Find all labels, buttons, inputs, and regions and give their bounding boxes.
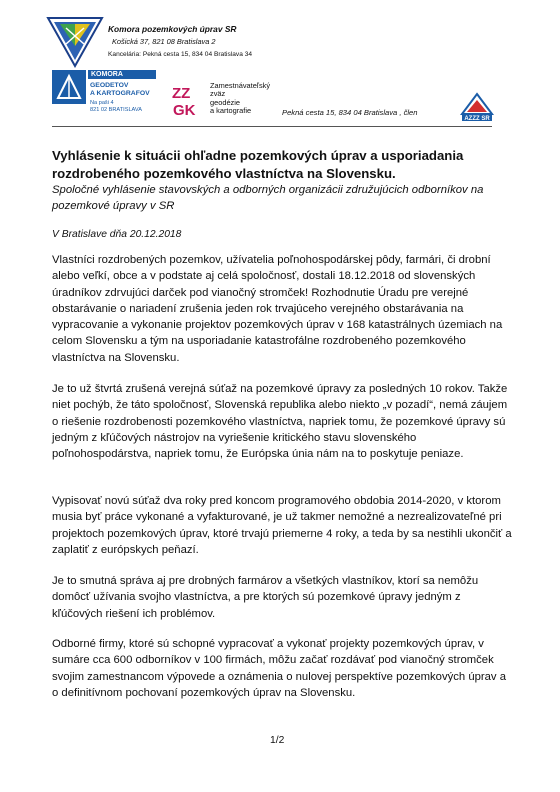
org-office: Kancelária: Pekná cesta 15, 834 04 Bratislava 34	[108, 51, 253, 58]
kgk-logo-addr1: Na paši 4	[90, 100, 114, 106]
zzgk-logo	[170, 82, 280, 118]
zzgk-line2: zväz	[210, 89, 226, 99]
zzgk-line3: geodézie	[210, 97, 240, 107]
kgk-emblem-icon	[52, 70, 86, 104]
document-subtitle: Spoločné vyhlásenie stavovských a odborných organizácii združujúcich odborníkov na pozemkové úpravy v SR	[52, 184, 484, 212]
dateline: V Bratislave dňa 20.12.2018	[52, 229, 182, 240]
zzgk-line4: a kartografie	[210, 106, 252, 116]
document-title: Vyhlásenie k situácii ohľadne pozemkových úprav a usporiadania rozdrobeného pozemkového vlastníctva na Slovensku.	[52, 148, 464, 181]
azzz-logo-text: AZZZ SR	[464, 116, 490, 122]
header-rule	[52, 126, 492, 127]
kgk-logo-addr2: 821 02 BRATISLAVA	[90, 107, 142, 113]
org-address: Košická 37, 821 08 Bratislava 2	[112, 37, 216, 46]
kgk-logo-line2: A KARTOGRAFOV	[90, 90, 150, 97]
paragraph: Odborné firmy, ktoré sú schopné vypracovať a vykonať projekty pozemkových úprav, v sumáre cca 600 odborníkov v 100 firmách, môžu začať rozdávať pod vianočný stromček svojim zamestnancom výpovede a oznámenia o nulovej perspektíve pozemkových úprav a o definitívnom pochovaní pozemkových úprav na Slovensku.	[52, 638, 506, 699]
azzz-logo	[460, 92, 494, 122]
org-name: Komora pozemkových úprav SR	[108, 24, 237, 34]
member-text: Pekná cesta 15, 834 04 Bratislava , člen	[282, 108, 418, 117]
kgk-logo	[52, 68, 156, 124]
zzgk-line1: Zamestnávateľský	[210, 81, 271, 90]
zzgk-emblem-icon	[170, 82, 206, 118]
svg-text:ZZ: ZZ	[172, 85, 191, 102]
paragraph: Je to už štvrtá zrušená verejná súťaž na pozemkové úpravy za posledných 10 rokov. Takže niet pochýb, že táto spoločnosť, Slovenská republika alebo niekto „v pozadí“, nemá záujem o riešenie rozdrobenosti pozemkového vlastníctva, napriek tomu, že pozemkové úpravy sú jedným z kľúčových nástrojov na vyriešenie kritického stavu slovenského poľnohospodárstva, napriek tomu, že Európska únia nám na to poskytuje peniaze.	[52, 383, 508, 461]
page-number: 1/2	[270, 735, 285, 746]
paragraph: Je to smutná správa aj pre drobných farmárov a všetkých vlastníkov, ktorí sa nemôžu domôcť užívania svojho vlastníctva, a pre ktorých sú pozemkové úpravy jedným z kľúčových riešení ich problémov.	[52, 575, 479, 620]
svg-text:GK: GK	[173, 102, 196, 118]
kpu-logo	[46, 16, 104, 68]
paragraph: Vlastníci rozdrobených pozemkov, užívatelia poľnohospodárskej pôdy, farmári, či drobní alebo veľkí, obce a v podstate aj celá spoločnosť, dostali 18.12.2018 od slovenských úradníkov zdrvujúci darček pod vianočný stromček! Rozhodnutie Úradu pre verejné obstarávanie o nariadení zrušenia jeden rok trvajúceho verejného obstarávania na vypracovanie a vykonanie projektov pozemkových úprav v 168 katastrálnych územiach na celom Slovensku a tým na usporiadanie katastrofálne rozdrobeného pozemkového vlastníctva na Slovensku.	[52, 254, 503, 364]
kgk-logo-line1: GEODETOV	[90, 82, 129, 89]
paragraph: Vypisovať novú súťaž dva roky pred koncom programového obdobia 2014-2020, v ktorom musia byť práce vykonané a vyfakturované, je už takmer nemožné a nezrealizovateľné pri projektoch pozemkových úprav, ktoré trvajú priemerne 4 roky, a teda by sa nestihli ukončiť a zaplatiť z európskych peňazí.	[52, 495, 512, 556]
kgk-logo-title: KOMORA	[88, 70, 156, 79]
